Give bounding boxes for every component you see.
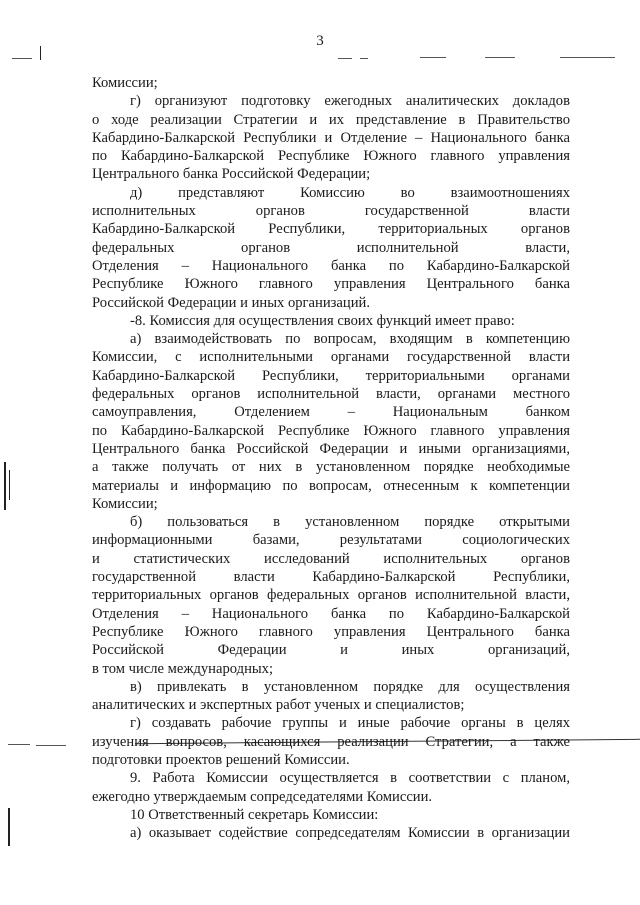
text-line: г) создавать рабочие группы и иные рабочие органы в целях: [130, 715, 570, 732]
text-line: д) представляют Комиссию во взаимоотношениях: [130, 184, 570, 201]
text-line: Комиссии;: [92, 75, 158, 91]
text-line: Отделения – Национального банка по Кабардино-Балкарской: [92, 605, 570, 622]
text-line: а) оказывает содействие сопредседателям Комиссии в организации: [130, 825, 570, 842]
text-line: -8. Комиссия для осуществления своих функций имеет право:: [130, 312, 515, 329]
text-line: по Кабардино-Балкарской Республике Южного главного управления: [92, 422, 570, 439]
text-line: 10 Ответственный секретарь Комиссии:: [130, 806, 379, 823]
scan-artifact: [560, 57, 615, 58]
scan-artifact: [12, 58, 32, 59]
scan-artifact: [360, 58, 368, 59]
text-line: а также получать от них в установленном порядке необходимые: [92, 459, 570, 476]
text-line: Республике Южного главного управления Центрального банка: [92, 276, 570, 293]
text-line: подготовки проектов решений Комиссии.: [92, 751, 350, 768]
text-line: по Кабардино-Балкарской Республике Южного главного управления: [92, 148, 570, 165]
text-line: ежегодно утверждаемым сопредседателями Комиссии.: [92, 788, 433, 805]
page-number: 3: [316, 33, 324, 49]
text-line: о ходе реализации Стратегии и их представление в Правительство: [92, 111, 570, 128]
text-line: аналитических и экспертных работ ученых и специалистов;: [92, 697, 465, 714]
scan-artifact: [36, 745, 66, 746]
text-line: Кабардино-Балкарской Республики и Отделение – Национального банка: [92, 129, 570, 146]
text-line: федеральных органов исполнительной власти, органами местного: [92, 386, 570, 403]
text-line: в) привлекать в установленном порядке для осуществления: [130, 678, 570, 695]
scan-artifact: [338, 58, 352, 59]
text-line: Центрального банка Российской Федерации;: [92, 166, 371, 183]
text-line: государственной власти Кабардино-Балкарской Республики,: [92, 569, 570, 586]
text-line: Российской Федерации и иных организаций.: [92, 294, 370, 311]
text-line: Комиссии;: [92, 495, 158, 512]
text-line: Отделения – Национального банка по Кабардино-Балкарской: [92, 257, 570, 274]
document-body: [92, 74, 570, 842]
text-line: федеральных органов исполнительной власти,: [92, 239, 570, 256]
text-line: г) организуют подготовку ежегодных аналитических докладов: [130, 93, 570, 110]
text-line: Кабардино-Балкарской Республики, территориальных органов: [92, 221, 570, 238]
text-line: Комиссии, с исполнительными органами государственной власти: [92, 349, 570, 366]
text-line: информационными базами, результатами социологических: [92, 532, 570, 549]
text-line: Центрального банка Российской Федерации и иными организациями,: [92, 440, 570, 457]
text-line: а) взаимодействовать по вопросам, входящим в компетенцию: [130, 331, 570, 348]
text-line: 9. Работа Комиссии осуществляется в соответствии с планом,: [130, 770, 570, 787]
scan-artifact: [420, 57, 446, 58]
scan-artifact: [40, 46, 41, 60]
scan-artifact: [8, 744, 30, 745]
scan-artifact: [485, 57, 515, 58]
scan-artifact: [4, 462, 6, 510]
text-line: территориальных органов федеральных органов исполнительной власти,: [92, 587, 570, 604]
scan-artifact: [9, 470, 10, 500]
text-line: в том числе международных;: [92, 660, 274, 677]
text-line: Республике Южного главного управления Центрального банка: [92, 623, 570, 640]
text-line: изучения вопросов, касающихся реализации Стратегии, а также: [92, 733, 570, 750]
text-line: самоуправления, Отделением – Национальным банком: [92, 404, 570, 421]
text-line: Российской Федерации и иных организаций,: [92, 642, 570, 659]
text-line: и статистических исследований исполнительных органов: [92, 550, 570, 567]
text-line: б) пользоваться в установленном порядке открытыми: [130, 514, 570, 531]
scan-artifact: [8, 808, 10, 846]
text-line: материалы и информацию по вопросам, отнесенным к компетенции: [92, 477, 570, 494]
text-line: исполнительных органов государственной власти: [92, 203, 570, 220]
text-line: Кабардино-Балкарской Республики, территориальными органами: [92, 367, 570, 384]
